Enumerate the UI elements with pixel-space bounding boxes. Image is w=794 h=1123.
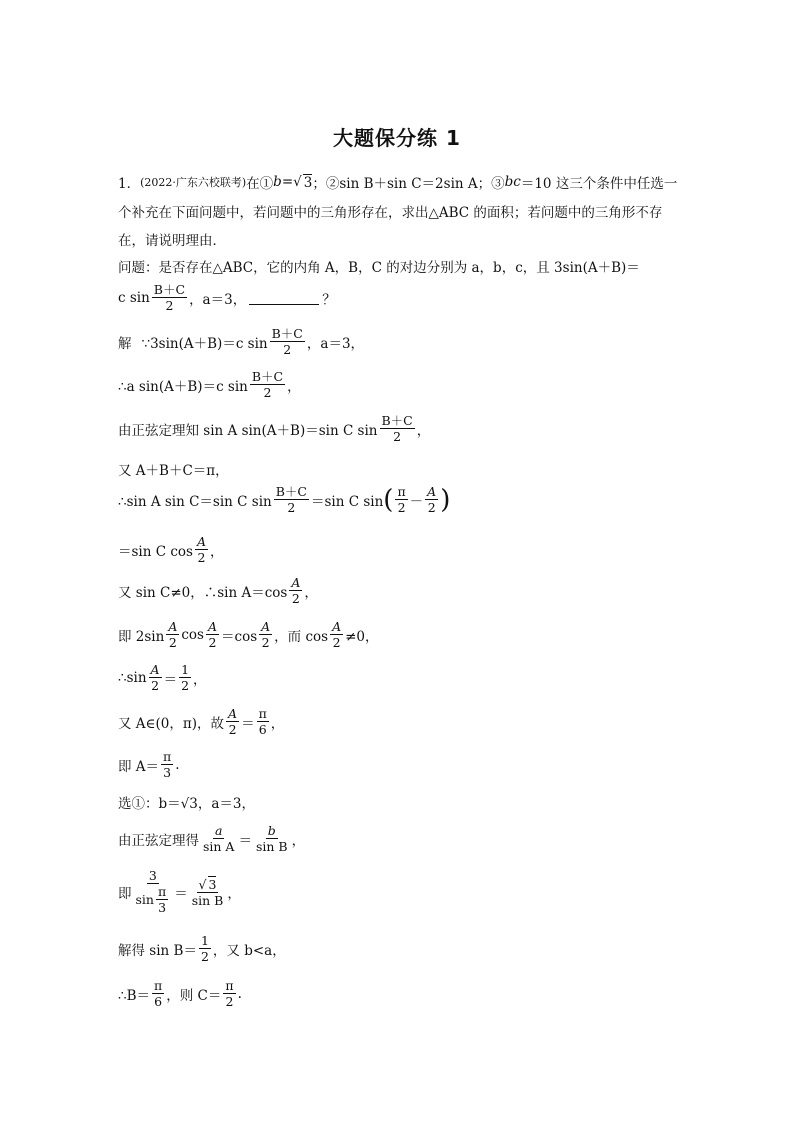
math-text: c sin — [118, 289, 150, 306]
math-text: ＝ — [241, 715, 255, 732]
fraction: $\frac{B+C}{2}$ — [271, 326, 303, 357]
problem-text: 在，请说明理由． — [118, 233, 226, 249]
fraction: $\frac{B+C}{2}$ — [275, 484, 307, 515]
math-text: ≠0， — [345, 628, 379, 645]
compound-fraction: 3 sin $\frac{\pi}{3}$ — [135, 868, 167, 915]
math-text: 即 — [118, 885, 132, 902]
solution-line-4 — [118, 459, 229, 479]
math-text: ∴B＝ — [118, 987, 151, 1004]
math-text: cos — [181, 626, 204, 643]
solution-line-2 — [118, 369, 301, 400]
fraction: $\frac{\pi}{3}$ — [163, 749, 172, 780]
math-text: ， — [291, 832, 306, 849]
fraction: $\frac{B+C}{2}$ — [153, 282, 186, 313]
solution-line-5 — [118, 484, 450, 515]
fraction: $\frac{\pi}{3}$ — [157, 884, 167, 915]
problem-line-2 — [118, 201, 662, 221]
math-text: sin — [135, 892, 154, 907]
solution-line-9 — [118, 662, 207, 693]
fraction: $\frac{A}{2}$ — [150, 662, 160, 693]
math-text: ∴sin A sin C＝sin C sin — [118, 493, 272, 510]
math-text: ，则 C＝ — [166, 987, 222, 1004]
fraction: $\frac{\pi}{6}$ — [258, 706, 267, 737]
math-text: 又 A＋B＋C＝π， — [118, 463, 229, 479]
fraction: $\frac{\pi}{2}$ — [397, 484, 406, 515]
solution-line-3 — [118, 413, 430, 444]
problem-source: (2022·广东六校联考) — [140, 176, 247, 189]
math-text: 即 2sin — [118, 628, 165, 645]
solution-line-16 — [118, 978, 242, 1009]
fraction: $\frac{a}{\text{sin A}}$ — [203, 823, 235, 854]
math-text: ∴sin — [118, 669, 147, 686]
math-text: ＝ — [238, 832, 252, 849]
fraction: $\frac{A}{2}$ — [261, 619, 271, 650]
condition-1-var: b — [273, 174, 282, 190]
problem-line-1 — [118, 172, 677, 192]
math-text: ，a＝3， — [306, 335, 365, 352]
fraction: $\frac{1}{2}$ — [181, 662, 190, 693]
math-text: 即 A＝ — [118, 758, 160, 775]
right-paren: ) — [440, 484, 451, 515]
math-text: ∴a sin(A＋B)＝c sin — [118, 378, 248, 395]
solution-line-12 — [118, 792, 255, 812]
math-text: ，而 cos — [274, 628, 329, 645]
problem-intro: 在① — [246, 176, 274, 192]
math-text: ，a＝3， — [189, 291, 247, 308]
fraction: $\frac{A}{2}$ — [196, 534, 206, 565]
problem-line-4 — [118, 256, 640, 276]
math-text: 由正弦定理得 — [118, 832, 199, 849]
question-mark: ？ — [322, 291, 336, 308]
fraction: $\frac{A}{2}$ — [332, 619, 342, 650]
fraction: $\frac{A}{2}$ — [168, 619, 178, 650]
math-text: ， — [304, 584, 318, 601]
math-text: 又 A∈(0，π)，故 — [118, 715, 225, 732]
fraction: $\frac{B+C}{2}$ — [381, 413, 413, 444]
math-text: ＝cos — [221, 628, 258, 645]
math-text: ＝ — [174, 885, 188, 902]
solution-line-10 — [118, 706, 284, 737]
condition-3-rest: ＝10 这三个条件中任选一 — [520, 176, 678, 192]
math-text: 选①：b＝√3，a＝3， — [118, 796, 255, 812]
answer-blank — [249, 290, 319, 305]
solution-label: 解 — [118, 335, 132, 352]
fraction: $\frac{A}{2}$ — [228, 706, 238, 737]
condition-1-sqrt: 3 — [303, 174, 313, 191]
problem-line-3 — [118, 229, 226, 249]
fraction: $\frac{A}{2}$ — [291, 575, 301, 606]
problem-line-5 — [118, 282, 336, 313]
solution-line-7 — [118, 575, 318, 606]
math-text: ＝sin C cos — [118, 543, 193, 560]
math-text: ，又 b<a， — [212, 942, 286, 959]
math-text: 由正弦定理知 sin A sin(A＋B)＝sin C sin — [118, 422, 378, 439]
fraction: $\frac{b}{\text{sin B}}$ — [255, 823, 288, 854]
sqrt-sign: √ — [293, 174, 302, 190]
math-text: 解得 sin B＝ — [118, 942, 197, 959]
page-title: 大题保分练 1 — [333, 126, 461, 150]
math-text: ， — [270, 715, 285, 732]
math-text: ＝ — [163, 671, 178, 688]
math-text: － — [409, 493, 424, 510]
condition-3-var: bc — [504, 174, 521, 190]
math-text: . — [175, 756, 180, 773]
left-paren: ( — [383, 484, 394, 515]
fraction: $\frac{\pi}{6}$ — [154, 978, 163, 1009]
solution-line-15 — [118, 933, 286, 964]
math-text: 又 sin C≠0，∴sin A＝cos — [118, 584, 288, 601]
math-text: ∵3sin(A＋B)＝c sin — [141, 335, 268, 352]
math-text: . — [237, 985, 242, 1002]
fraction: $\frac{√ 3}{\text{sin B}}$ — [191, 876, 224, 908]
condition-1-eq: = — [281, 174, 294, 190]
problem-text: 个补充在下面问题中，若问题中的三角形存在，求出△ABC 的面积；若问题中的三角形不存 — [118, 205, 663, 221]
solution-line-8 — [118, 619, 379, 650]
problem-number: 1． — [118, 176, 141, 192]
problem-text: 问题：是否存在△ABC，它的内角 A，B，C 的对边分别为 a，b，c，且 3sin(A＋B)＝ — [118, 260, 640, 276]
fraction: $\frac{\pi}{2}$ — [225, 978, 234, 1009]
fraction: $\frac{A}{2}$ — [427, 484, 437, 515]
math-text: ， — [287, 378, 301, 395]
math-text: ＝sin C sin — [310, 493, 384, 510]
math-text: ， — [193, 671, 207, 688]
math-text: ， — [227, 885, 241, 902]
fraction: $\frac{B+C}{2}$ — [251, 369, 284, 400]
fraction: $\frac{A}{2}$ — [207, 619, 218, 650]
solution-line-13 — [118, 823, 305, 854]
fraction: $\frac{1}{2}$ — [200, 933, 209, 964]
solution-line-1 — [118, 326, 364, 357]
solution-line-14 — [118, 868, 241, 915]
condition-2: ；②sin B＋sin C＝2sin A；③ — [312, 176, 505, 192]
math-text: ， — [210, 543, 224, 560]
solution-line-6 — [118, 534, 224, 565]
solution-line-11 — [118, 749, 180, 780]
math-text: ， — [416, 422, 431, 439]
